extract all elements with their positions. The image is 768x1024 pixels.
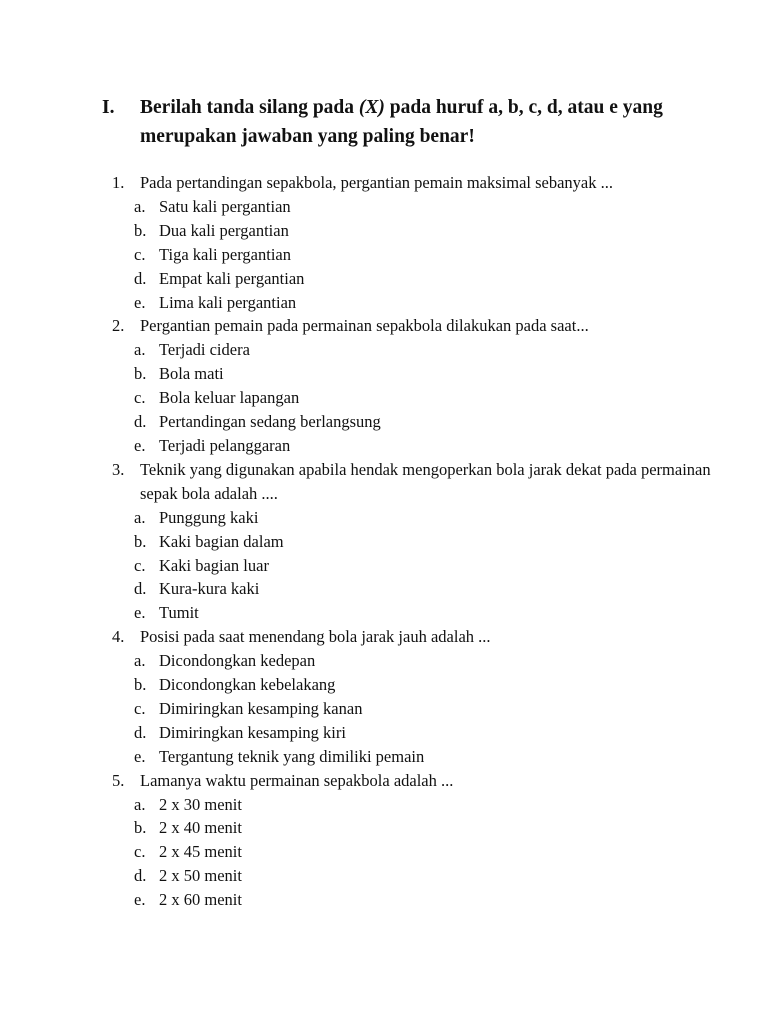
option-text: Kaki bagian dalam: [159, 531, 284, 551]
option-letter: d.: [134, 722, 147, 742]
option-text: Bola mati: [159, 364, 224, 384]
option-letter: d.: [134, 412, 147, 432]
instruction-after: pada huruf a, b, c, d, atau e yang merupakan jawaban yang paling benar!: [140, 97, 663, 147]
option-list: [112, 506, 712, 626]
option-letter: a.: [134, 794, 146, 814]
option-text: Dicondongkan kedepan: [159, 651, 316, 671]
question-text: Pergantian pemain pada permainan sepakbola dilakukan pada saat...: [140, 316, 589, 336]
question-row: [112, 769, 712, 793]
answer-option: [134, 219, 712, 243]
option-letter: e.: [134, 435, 146, 455]
question-item: [112, 769, 712, 912]
option-text: Tiga kali pergantian: [159, 244, 291, 264]
option-text: Tergantung teknik yang dimiliki pemain: [159, 746, 425, 766]
answer-option: [134, 338, 712, 362]
question-item: [112, 314, 712, 457]
answer-option: [134, 697, 712, 721]
option-letter: c.: [134, 244, 146, 264]
question-text: Teknik yang digunakan apabila hendak mengoperkan bola jarak dekat pada permainan sepak bola adalah ....: [140, 459, 711, 503]
option-text: Kaki bagian luar: [159, 555, 269, 575]
option-letter: c.: [134, 388, 146, 408]
option-text: Pertandingan sedang berlangsung: [159, 412, 381, 432]
answer-option: [134, 362, 712, 386]
option-letter: b.: [134, 818, 147, 838]
option-list: [112, 649, 712, 769]
option-text: Dicondongkan kebelakang: [159, 675, 336, 695]
answer-option: [134, 267, 712, 291]
question-item: [112, 625, 712, 768]
question-item: [112, 458, 712, 625]
option-letter: c.: [134, 555, 146, 575]
option-text: Terjadi cidera: [159, 340, 250, 360]
answer-option: [134, 816, 712, 840]
answer-option: [134, 195, 712, 219]
answer-option: [134, 530, 712, 554]
option-letter: c.: [134, 842, 146, 862]
option-letter: d.: [134, 866, 147, 886]
option-letter: a.: [134, 651, 146, 671]
answer-option: [134, 506, 712, 530]
instruction-before: Berilah tanda silang pada: [140, 97, 359, 118]
option-letter: d.: [134, 579, 147, 599]
option-letter: e.: [134, 603, 146, 623]
question-number: 4.: [112, 627, 125, 647]
section-instruction: [140, 93, 682, 151]
option-text: 2 x 40 menit: [159, 818, 242, 838]
option-text: Dua kali pergantian: [159, 220, 289, 240]
answer-option: [134, 673, 712, 697]
answer-option: [134, 386, 712, 410]
answer-option: [134, 864, 712, 888]
option-letter: e.: [134, 292, 146, 312]
answer-option: [134, 434, 712, 458]
question-number: 3.: [112, 459, 125, 479]
question-row: [112, 314, 712, 338]
answer-option: [134, 410, 712, 434]
answer-option: [134, 601, 712, 625]
option-text: Satu kali pergantian: [159, 196, 291, 216]
option-text: 2 x 30 menit: [159, 794, 242, 814]
answer-option: [134, 243, 712, 267]
answer-option: [134, 554, 712, 578]
question-row: [112, 625, 712, 649]
option-text: 2 x 50 menit: [159, 866, 242, 886]
option-list: [112, 793, 712, 913]
question-text: Posisi pada saat menendang bola jarak jauh adalah ...: [140, 627, 491, 647]
answer-option: [134, 649, 712, 673]
answer-option: [134, 291, 712, 315]
option-text: Lima kali pergantian: [159, 292, 297, 312]
question-list: [112, 171, 712, 912]
question-item: [112, 171, 712, 314]
question-number: 5.: [112, 770, 125, 790]
section-header: [102, 93, 682, 151]
option-text: 2 x 45 menit: [159, 842, 242, 862]
option-text: Tumit: [159, 603, 199, 623]
option-letter: e.: [134, 890, 146, 910]
option-text: Terjadi pelanggaran: [159, 435, 291, 455]
answer-option: [134, 721, 712, 745]
option-letter: e.: [134, 746, 146, 766]
option-letter: d.: [134, 268, 147, 288]
answer-option: [134, 888, 712, 912]
question-row: [112, 458, 712, 506]
option-text: Dimiringkan kesamping kanan: [159, 698, 363, 718]
option-text: Empat kali pergantian: [159, 268, 305, 288]
option-letter: b.: [134, 220, 147, 240]
option-letter: c.: [134, 698, 146, 718]
option-list: [112, 195, 712, 315]
answer-option: [134, 577, 712, 601]
option-letter: a.: [134, 340, 146, 360]
answer-option: [134, 745, 712, 769]
question-text: Pada pertandingan sepakbola, pergantian pemain maksimal sebanyak ...: [140, 173, 614, 192]
option-letter: b.: [134, 364, 147, 384]
question-row: [112, 171, 712, 195]
option-letter: a.: [134, 507, 146, 527]
option-text: Bola keluar lapangan: [159, 388, 300, 408]
section-numeral: I.: [102, 97, 115, 118]
option-text: Punggung kaki: [159, 507, 259, 527]
question-number: 2.: [112, 316, 125, 336]
option-letter: a.: [134, 196, 146, 216]
option-text: Kura-kura kaki: [159, 579, 260, 599]
instruction-mark: (X): [358, 97, 385, 118]
answer-option: [134, 793, 712, 817]
option-letter: b.: [134, 675, 147, 695]
question-number: 1.: [112, 173, 125, 192]
option-text: Dimiringkan kesamping kiri: [159, 722, 346, 742]
answer-option: [134, 840, 712, 864]
question-text: Lamanya waktu permainan sepakbola adalah ...: [140, 770, 454, 790]
option-letter: b.: [134, 531, 147, 551]
option-list: [112, 338, 712, 458]
option-text: 2 x 60 menit: [159, 890, 242, 910]
